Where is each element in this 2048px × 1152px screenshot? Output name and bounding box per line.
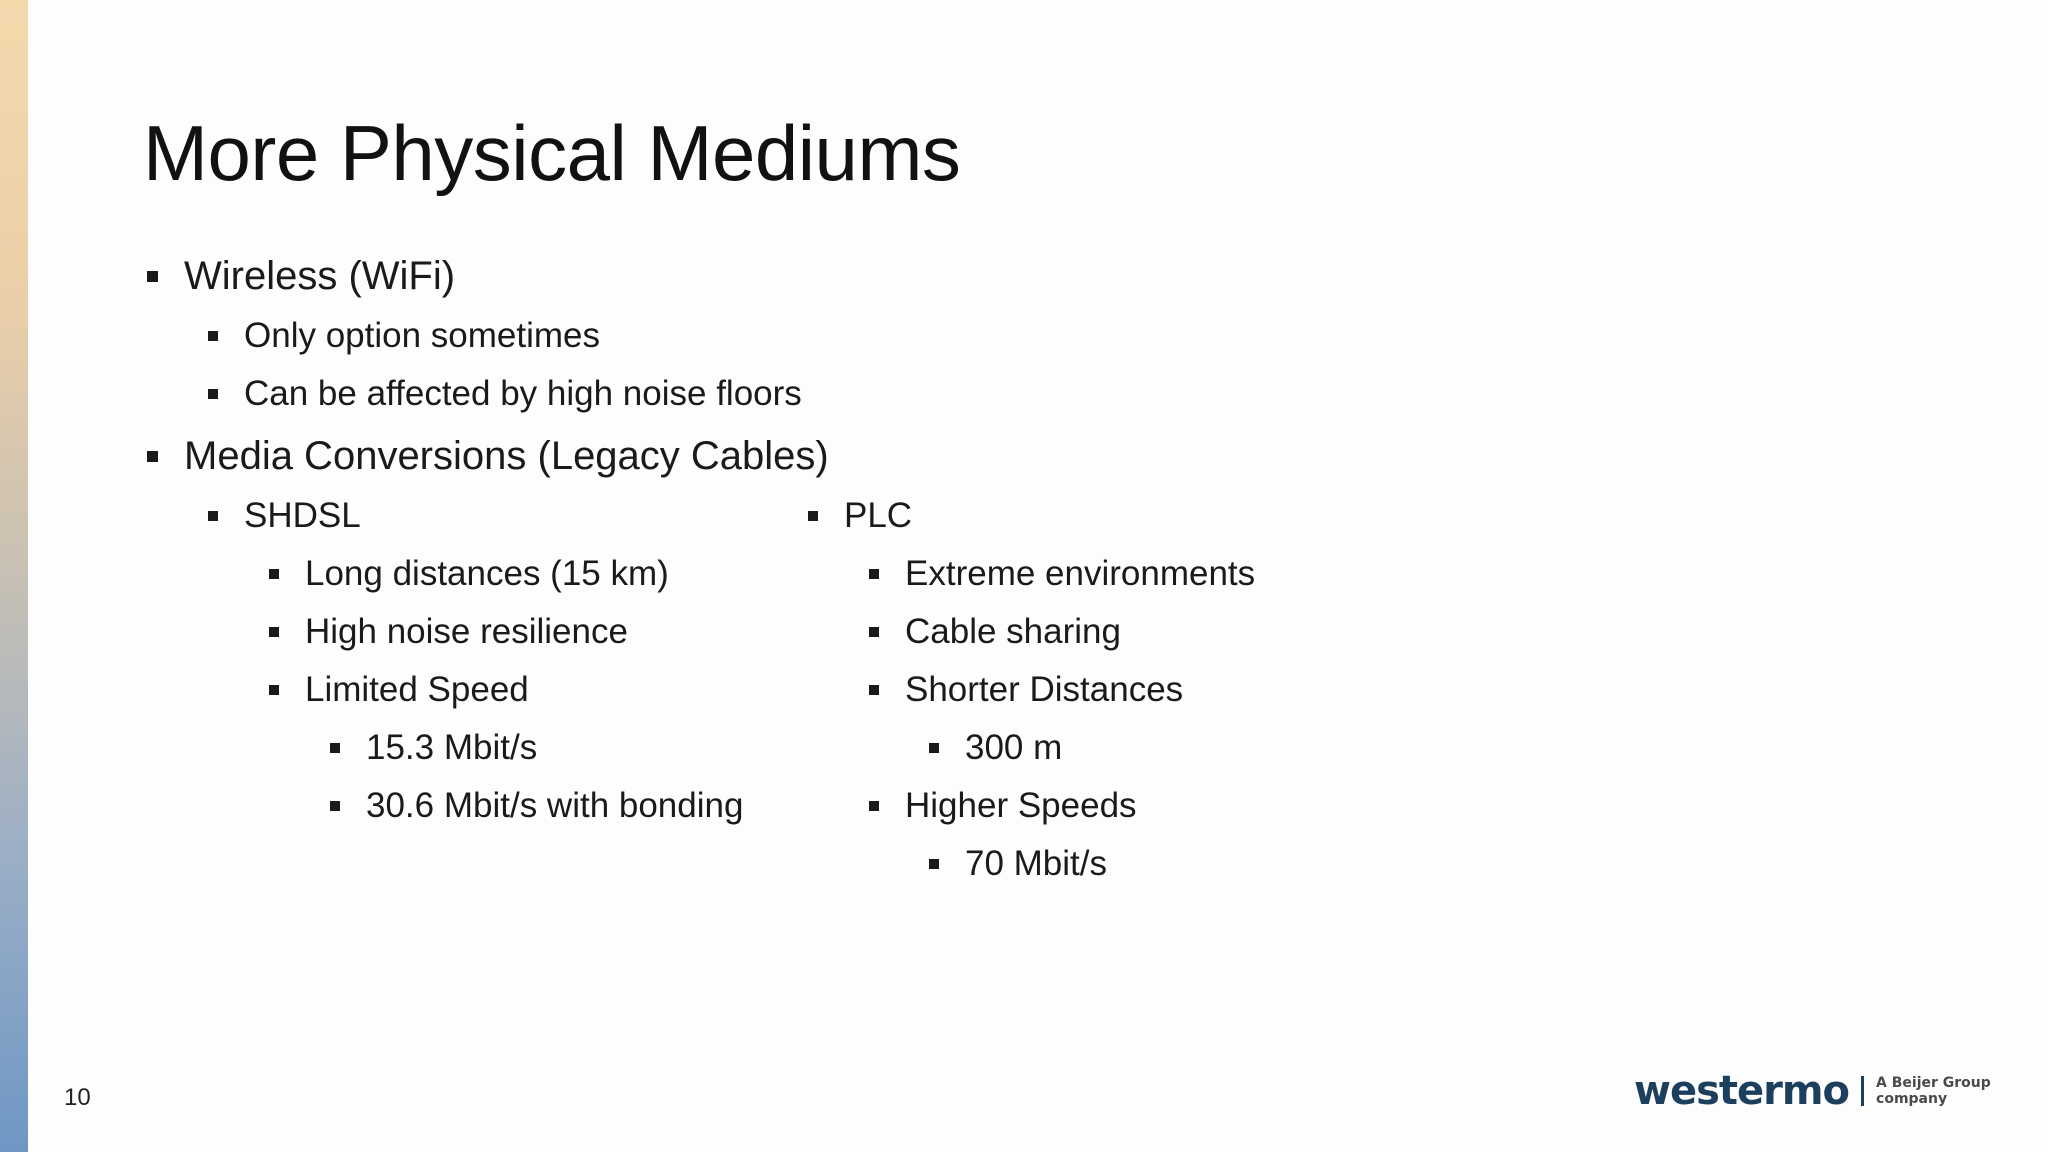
slide-title: More Physical Mediums bbox=[143, 109, 961, 197]
bullet-text: SHDSL bbox=[244, 496, 361, 535]
bullet-wireless-item bbox=[208, 374, 802, 414]
bullet-square-icon bbox=[208, 331, 218, 341]
bullet-square-icon bbox=[869, 627, 879, 637]
bullet-plc-speed bbox=[929, 844, 1107, 884]
bullet-text: PLC bbox=[844, 496, 913, 535]
logo-tagline bbox=[1876, 1075, 1991, 1107]
bullet-shdsl-speed bbox=[330, 728, 537, 768]
logo-tagline-line2: company bbox=[1876, 1091, 1948, 1107]
page-number: 10 bbox=[64, 1084, 91, 1111]
logo-wordmark: westermo bbox=[1634, 1068, 1850, 1114]
bullet-text: 15.3 Mbit/s bbox=[366, 728, 538, 767]
logo-divider bbox=[1861, 1076, 1864, 1106]
decorative-side-bar bbox=[0, 0, 28, 1152]
bullet-square-icon bbox=[869, 569, 879, 579]
bullet-square-icon bbox=[269, 685, 279, 695]
bullet-plc-item bbox=[869, 786, 1137, 826]
bullet-text: Long distances (15 km) bbox=[305, 554, 669, 593]
bullet-text: Can be affected by high noise floors bbox=[244, 374, 802, 413]
bullet-square-icon bbox=[929, 743, 939, 753]
company-logo bbox=[1634, 1068, 1991, 1114]
bullet-plc-distance bbox=[929, 728, 1062, 768]
bullet-square-icon bbox=[330, 801, 340, 811]
bullet-text: 70 Mbit/s bbox=[965, 844, 1107, 883]
bullet-wireless-item bbox=[208, 316, 600, 356]
bullet-square-icon bbox=[929, 859, 939, 869]
bullet-plc-item bbox=[869, 670, 1183, 710]
bullet-square-icon bbox=[269, 627, 279, 637]
bullet-plc-item bbox=[869, 554, 1255, 594]
bullet-square-icon bbox=[869, 685, 879, 695]
bullet-square-icon bbox=[147, 451, 158, 462]
bullet-text: Wireless (WiFi) bbox=[184, 254, 456, 298]
bullet-square-icon bbox=[147, 271, 158, 282]
bullet-square-icon bbox=[869, 801, 879, 811]
bullet-shdsl-item bbox=[269, 670, 529, 710]
bullet-text: High noise resilience bbox=[305, 612, 628, 651]
bullet-media-conversions bbox=[147, 434, 829, 479]
bullet-wireless bbox=[147, 254, 455, 299]
bullet-shdsl-item bbox=[269, 554, 669, 594]
bullet-square-icon bbox=[330, 743, 340, 753]
bullet-plc bbox=[808, 496, 912, 536]
bullet-text: Limited Speed bbox=[305, 670, 529, 709]
bullet-text: Only option sometimes bbox=[244, 316, 600, 355]
bullet-square-icon bbox=[208, 511, 218, 521]
bullet-text: Extreme environments bbox=[905, 554, 1256, 593]
bullet-square-icon bbox=[269, 569, 279, 579]
bullet-shdsl-item bbox=[269, 612, 628, 652]
bullet-square-icon bbox=[808, 511, 818, 521]
bullet-text: Media Conversions (Legacy Cables) bbox=[184, 434, 829, 478]
bullet-text: Shorter Distances bbox=[905, 670, 1184, 709]
bullet-plc-item bbox=[869, 612, 1121, 652]
bullet-text: 30.6 Mbit/s with bonding bbox=[366, 786, 744, 825]
logo-tagline-line1: A Beijer Group bbox=[1876, 1075, 1991, 1091]
bullet-square-icon bbox=[208, 389, 218, 399]
bullet-shdsl bbox=[208, 496, 361, 536]
bullet-text: Cable sharing bbox=[905, 612, 1121, 651]
bullet-text: Higher Speeds bbox=[905, 786, 1137, 825]
bullet-shdsl-speed bbox=[330, 786, 743, 826]
bullet-text: 300 m bbox=[965, 728, 1063, 767]
